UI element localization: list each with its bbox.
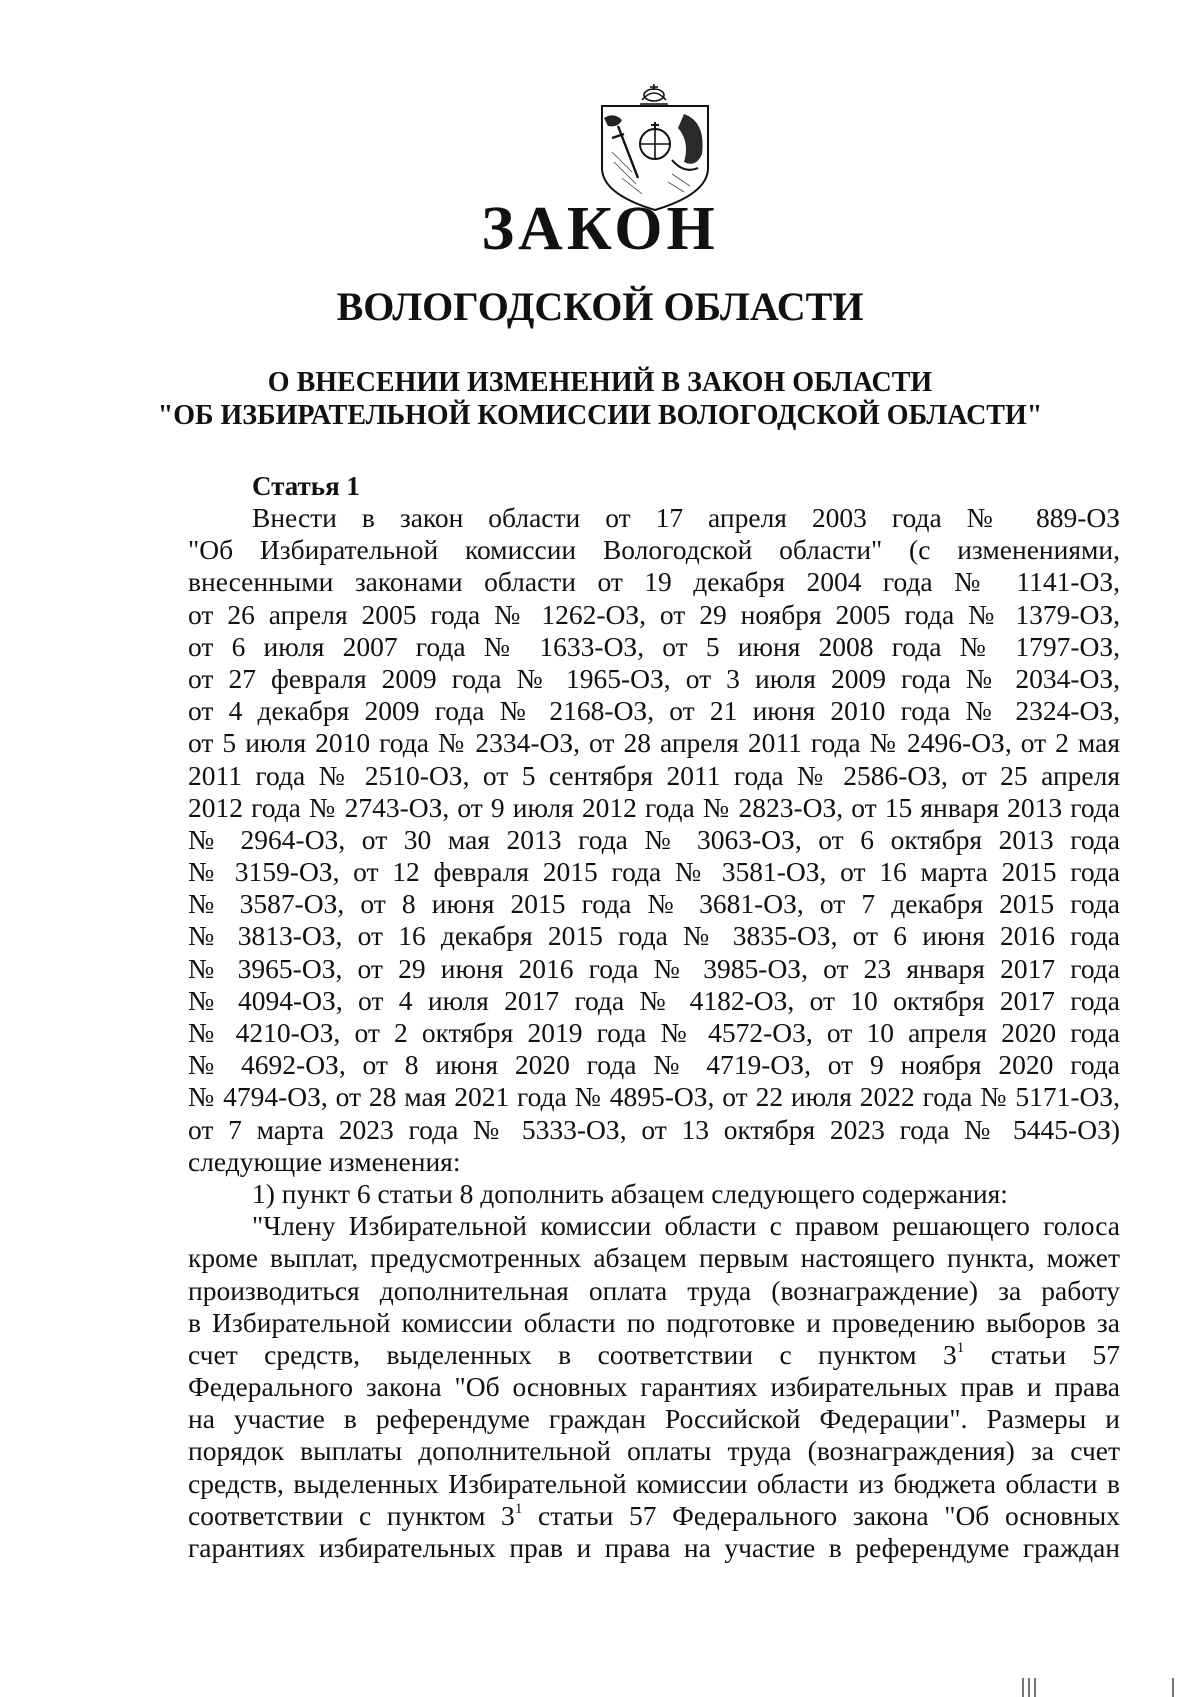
article-heading: Статья 1 (252, 471, 360, 501)
text-line: 2012 года № 2743-ОЗ, от 9 июля 2012 года № 2823-ОЗ, от 15 января 2013 года (188, 791, 1120, 823)
text-line: № 3965-ОЗ, от 29 июня 2016 года № 3985-ОЗ, от 23 января 2017 года (188, 952, 1120, 984)
text-line: от 5 июля 2010 года № 2334-ОЗ, от 28 апреля 2011 года № 2496-ОЗ, от 2 мая (188, 727, 1120, 759)
subject-line: О ВНЕСЕНИИ ИЗМЕНЕНИЙ В ЗАКОН ОБЛАСТИ (267, 367, 933, 398)
quote-line: гарантиях избирательных прав и права на участие в референдуме граждан (188, 1532, 1120, 1563)
coat-of-arms-icon (592, 82, 718, 212)
text-line: Внести в закон области от 17 апреля 2003 года № 889-ОЗ (252, 502, 1120, 533)
quote-line-with-superscript (188, 1500, 1120, 1532)
region-title: ВОЛОГОДСКОЙ ОБЛАСТИ (336, 284, 864, 329)
text-line: № 3587-ОЗ, от 8 июня 2015 года № 3681-ОЗ, от 7 декабря 2015 года (188, 888, 1120, 920)
text-line: № 2964-ОЗ, от 30 мая 2013 года № 3063-ОЗ, от 6 октября 2013 года (188, 823, 1120, 855)
scan-artifact (1034, 1678, 1036, 1697)
quote-line: на участие в референдуме граждан Российской Федерации". Размеры и (188, 1403, 1120, 1435)
quote-line: средств, выделенных Избирательной комиссии области из бюджета области в (188, 1467, 1120, 1499)
text-line: от 4 декабря 2009 года № 2168-ОЗ, от 21 июня 2010 года № 2324-ОЗ, (188, 695, 1120, 727)
text-line: от 26 апреля 2005 года № 1262-ОЗ, от 29 ноября 2005 года № 1379-ОЗ, (188, 598, 1120, 630)
scan-artifact (1028, 1678, 1030, 1697)
text-line: № 4094-ОЗ, от 4 июля 2017 года № 4182-ОЗ, от 10 октября 2017 года (188, 984, 1120, 1016)
quote-line: в Избирательной комиссии области по подготовке и проведению выборов за (188, 1306, 1120, 1338)
quote-line-text: статьи 57 Федерального закона "Об основных (537, 1499, 1120, 1531)
text-line: следующие изменения: (188, 1145, 461, 1177)
text-line: № 4692-ОЗ, от 8 июня 2020 года № 4719-ОЗ, от 9 ноября 2020 года (188, 1049, 1120, 1081)
superscript: 1 (956, 1339, 965, 1356)
text-line: № 4794-ОЗ, от 28 мая 2021 года № 4895-ОЗ, от 22 июля 2022 года № 5171-ОЗ, (188, 1081, 1120, 1113)
text-line: № 4210-ОЗ, от 2 октября 2019 года № 4572-ОЗ, от 10 апреля 2020 года (188, 1017, 1120, 1048)
quote-line: кроме выплат, предусмотренных абзацем первым настоящего пункта, может (188, 1242, 1120, 1274)
text-line: "Об Избирательной комиссии Вологодской области" (с изменениями, (188, 534, 1120, 566)
quote-line: Федерального закона "Об основных гарантиях избирательных прав и права (188, 1371, 1120, 1403)
superscript: 1 (514, 1500, 523, 1517)
quote-line-text: соответствии с пунктом 3 (188, 1499, 515, 1531)
quote-line: производиться дополнительная оплата труда (вознаграждение) за работу (188, 1274, 1120, 1306)
quote-line: порядок выплаты дополнительной оплаты труда (вознаграждения) за счет (188, 1435, 1120, 1467)
text-line: № 3159-ОЗ, от 12 февраля 2015 года № 3581-ОЗ, от 16 марта 2015 года (188, 856, 1120, 888)
text-line: от 27 февраля 2009 года № 1965-ОЗ, от 3 июля 2009 года № 2034-ОЗ, (188, 662, 1120, 694)
law-title: ЗАКОН (481, 195, 719, 263)
item-1-line: 1) пункт 6 статьи 8 дополнить абзацем следующего содержания: (252, 1177, 1008, 1209)
text-line: от 7 марта 2023 года № 5333-ОЗ, от 13 октября 2023 года № 5445-ОЗ) (188, 1113, 1120, 1145)
quote-line-text: статьи 57 (990, 1338, 1120, 1370)
text-line: от 6 июля 2007 года № 1633-ОЗ, от 5 июня 2008 года № 1797-ОЗ, (188, 630, 1120, 662)
subject-line: "ОБ ИЗБИРАТЕЛЬНОЙ КОМИССИИ ВОЛОГОДСКОЙ ОБЛАСТИ" (157, 400, 1043, 431)
law-subject (0, 366, 1200, 432)
quote-line-with-superscript (188, 1339, 1120, 1371)
text-line: 2011 года № 2510-ОЗ, от 5 сентября 2011 года № 2586-ОЗ, от 25 апреля (188, 759, 1120, 791)
scan-artifact (1022, 1678, 1024, 1697)
quote-line-text: счет средств, выделенных в соответствии с пунктом 3 (188, 1338, 957, 1370)
article-body (188, 502, 1120, 1564)
scan-artifact (1172, 1678, 1174, 1697)
text-line: № 3813-ОЗ, от 16 декабря 2015 года № 3835-ОЗ, от 6 июня 2016 года (188, 920, 1120, 952)
text-line: внесенными законами области от 19 декабря 2004 года № 1141-ОЗ, (188, 566, 1120, 598)
quote-line: "Члену Избирательной комиссии области с правом решающего голоса (252, 1210, 1120, 1242)
